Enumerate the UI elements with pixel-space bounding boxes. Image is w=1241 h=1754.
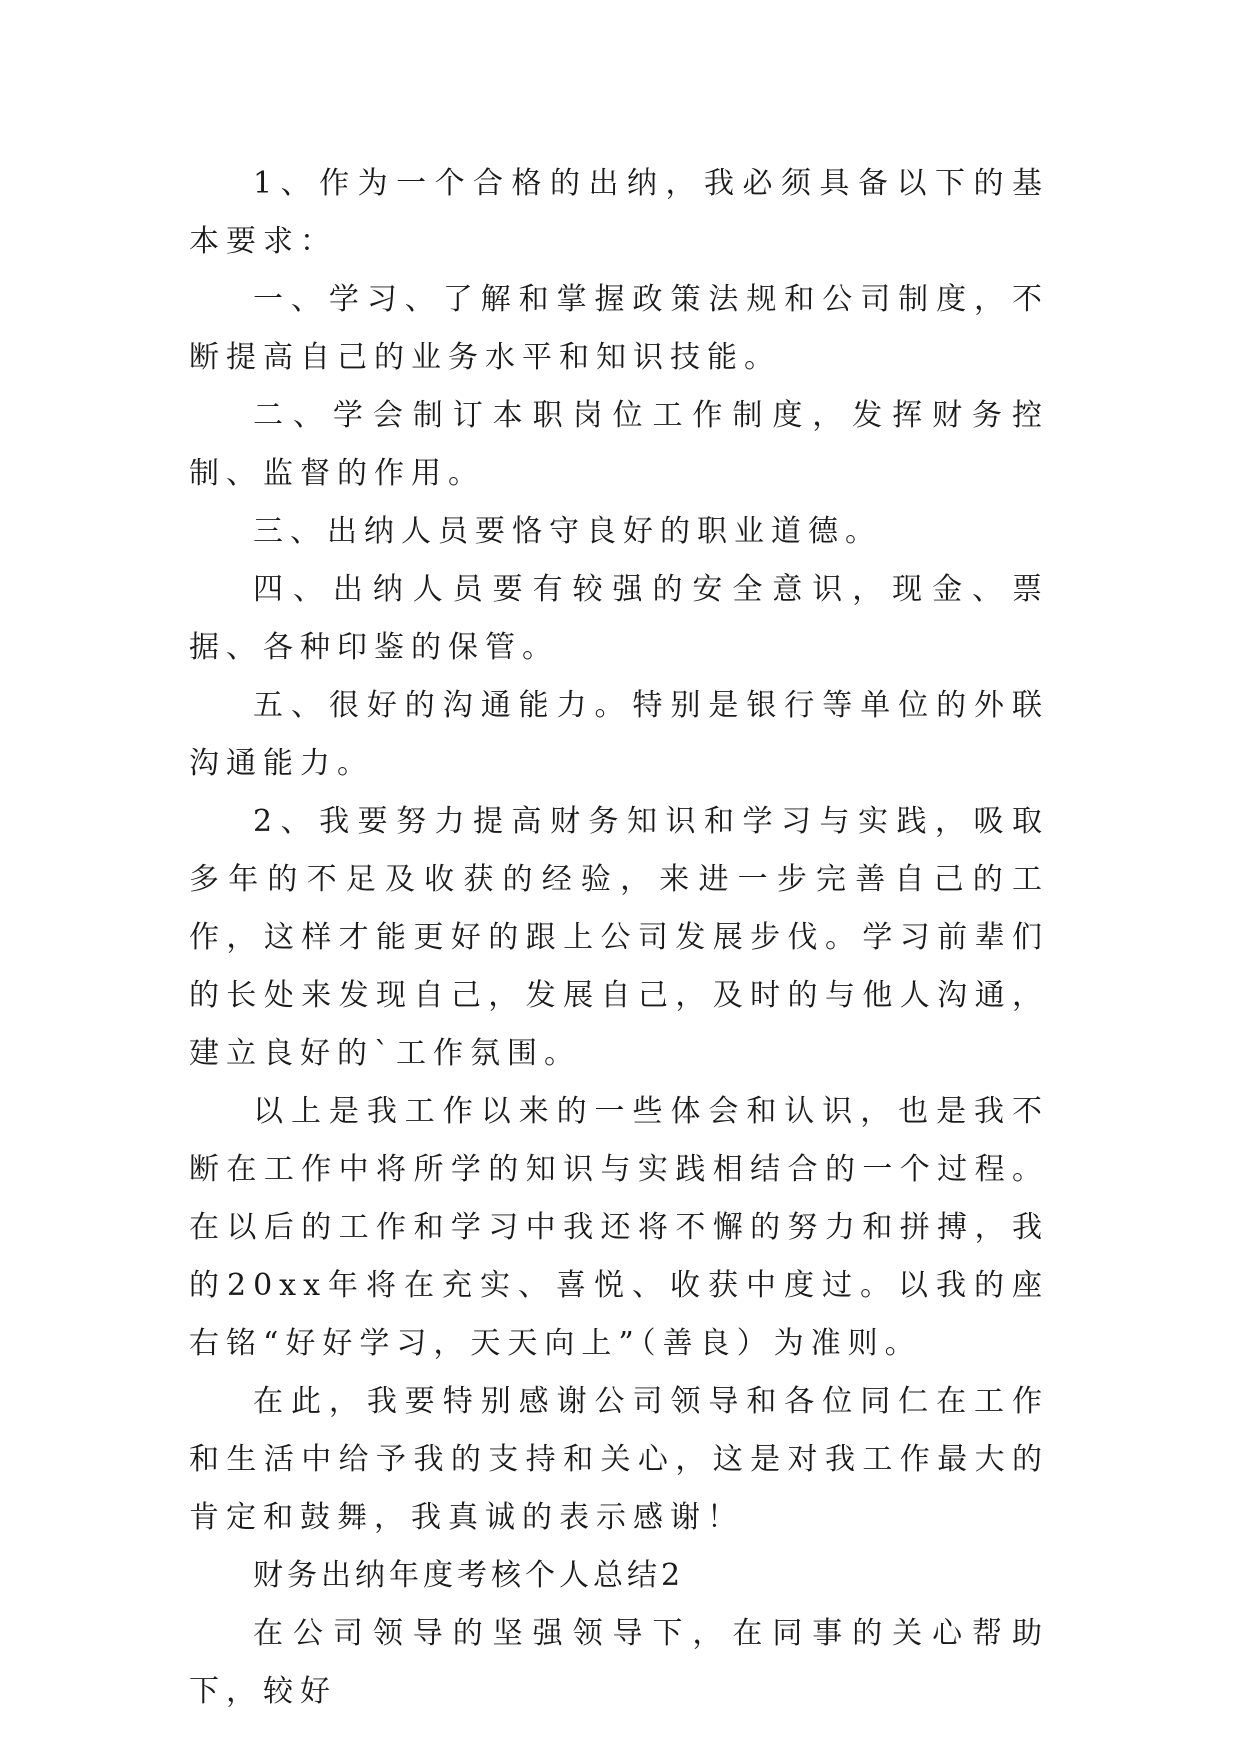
paragraph-requirements-intro: 1、作为一个合格的出纳，我必须具备以下的基本要求： [189,166,1049,259]
paragraph-requirement-1: 一、学习、了解和掌握政策法规和公司制度，不断提高自己的业务水平和知识技能。 [189,282,1049,375]
paragraph-requirement-5: 五、很好的沟通能力。特别是银行等单位的外联沟通能力。 [189,688,1049,781]
paragraph-requirement-3: 三、出纳人员要恪守良好的职业道德。 [253,514,882,549]
paragraph-summary-start: 在公司领导的坚强领导下，在同事的关心帮助下，较好 [189,1616,1049,1709]
section-heading: 财务出纳年度考核个人总结2 [253,1558,685,1593]
paragraph-requirement-4: 四、出纳人员要有较强的安全意识，现金、票据、各种印鉴的保管。 [189,572,1049,665]
paragraph-reflection: 以上是我工作以来的一些体会和认识，也是我不断在工作中将所学的知识与实践相结合的一个过程。在以后的工作和学习中我还将不懈的努力和拼搏，我的20xx年将在充实、喜悦、收获中度过。以我的座右铭“好好学习，天天向上”（善良）为准则。 [189,1094,1049,1361]
paragraph-thanks: 在此，我要特别感谢公司领导和各位同仁在工作和生活中给予我的支持和关心，这是对我工作最大的肯定和鼓舞，我真诚的表示感谢！ [189,1384,1049,1535]
document-body [189,155,1049,1721]
paragraph-improvement: 2、我要努力提高财务知识和学习与实践，吸取多年的不足及收获的经验，来进一步完善自己的工作，这样才能更好的跟上公司发展步伐。学习前辈们的长处来发现自己，发展自己，及时的与他人沟通，建立良好的`工作氛围。 [189,804,1049,1071]
paragraph-requirement-2: 二、学会制订本职岗位工作制度，发挥财务控制、监督的作用。 [189,398,1049,491]
